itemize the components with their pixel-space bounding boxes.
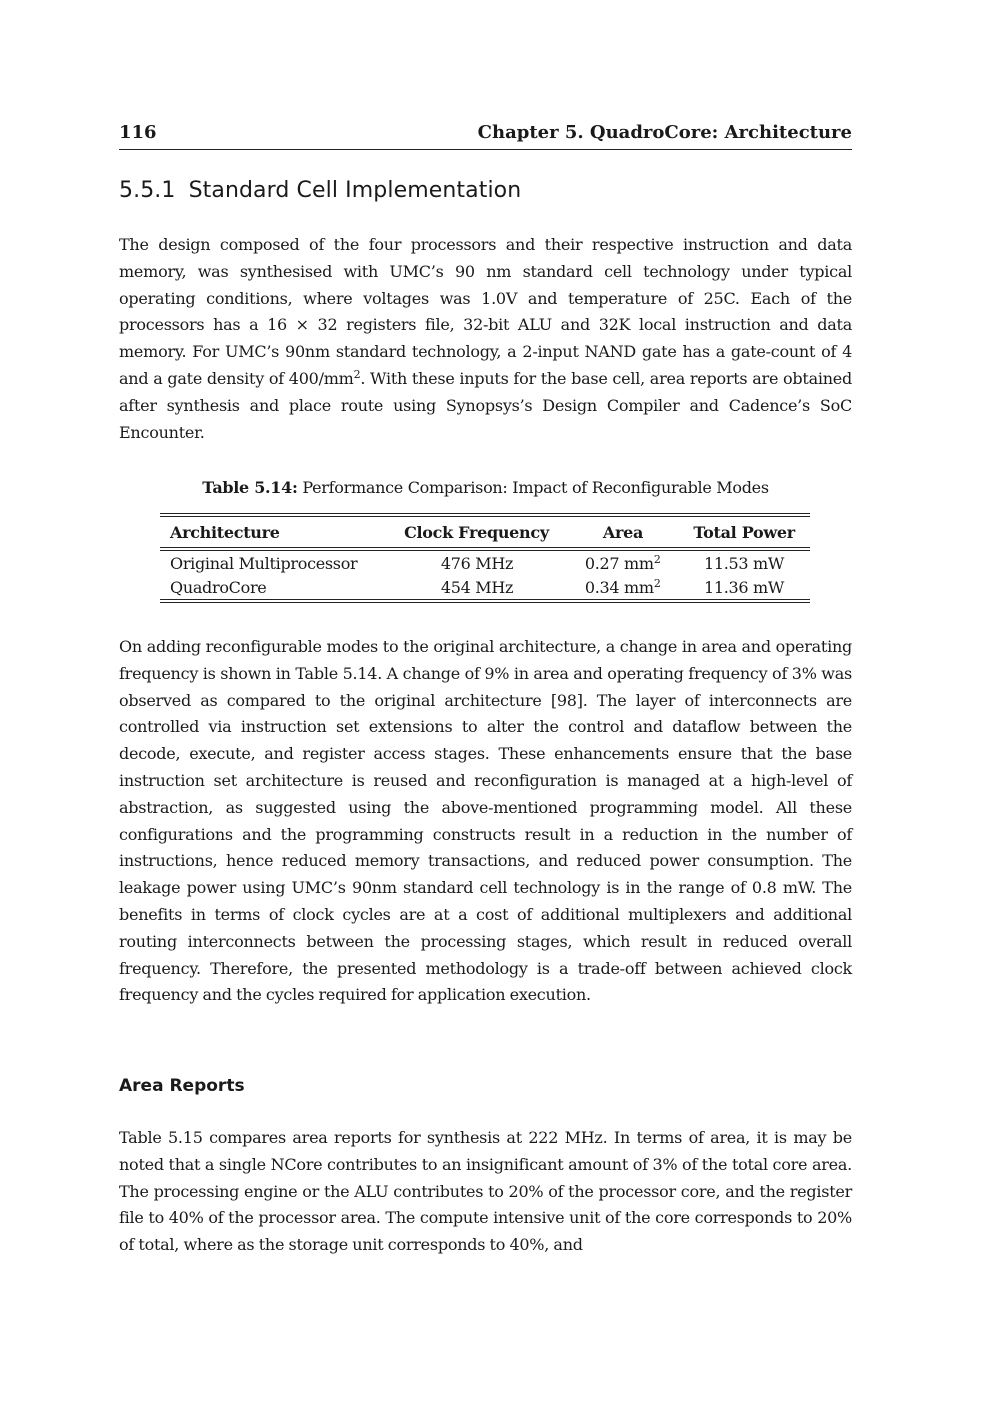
cell-architecture: QuadroCore (170, 577, 267, 597)
table-row (160, 551, 810, 575)
paragraph-intro-text-b: . With these inputs for the base cell, area reports are obtained after synthesis and place route using Synopsys’s Design Compiler and Cadence’s SoC Encounter. (119, 368, 853, 442)
header-architecture: Architecture (170, 522, 280, 542)
paragraph-intro-text-a: The design composed of the four processors and their respective instruction and data memory, was synthesised with UMC’s 90 nm standard cell technology under typical operating conditions, where voltages was 1.0V and temperature of 25C. Each of the processors has a 16 × 32 registers file, 32-bit ALU and 32K local instruction and data memory. For UMC’s 90nm standard technology, a 2-input NAND gate has a gate-count of 4 and a gate density of 400/mm (119, 235, 852, 388)
table-row (160, 575, 810, 599)
table-bottom-rule (160, 599, 810, 603)
header-total-power: Total Power (693, 522, 795, 542)
paragraph-intro (119, 232, 852, 446)
section-heading (119, 178, 521, 203)
table-label: Table 5.14: (202, 478, 298, 497)
table-header-row (160, 517, 810, 547)
superscript: 2 (353, 367, 361, 381)
table-caption (119, 478, 852, 497)
header-clock-frequency: Clock Frequency (404, 522, 549, 542)
paragraph-area-reports: Table 5.15 compares area reports for synthesis at 222 MHz. In terms of area, it is may be noted that a single NCore contributes to an insignificant amount of 3% of the total core area. The processing engine or the ALU contributes to 20% of the processor core, and the register file to 40% of the processor area. The compute intensive unit of the core corresponds to 20% of total, where as the storage unit corresponds to 40%, and (119, 1128, 852, 1255)
cell-architecture: Original Multiprocessor (170, 553, 358, 573)
page-number: 116 (119, 122, 157, 143)
cell-clock: 454 MHz (440, 577, 514, 597)
performance-table-body (160, 551, 810, 599)
cell-area-value: 0.34 mm (584, 577, 654, 597)
paragraph-discussion: On adding reconfigurable modes to the original architecture, a change in area and operating frequency is shown in Table 5.14. A change of 9% in area and operating frequency of 3% was observed as compared to the original architecture [98]. The layer of interconnects are controlled via instruction set extensions to alter the control and dataflow between the decode, execute, and register access stages. These enhancements ensure that the base instruction set architecture is reused and reconfiguration is managed at a high-level of abstraction, as suggested using the above-mentioned programming model. All these configurations and the programming constructs result in a reduction in the number of instructions, hence reduced memory transactions, and reduced power consumption. The leakage power using UMC’s 90nm standard cell technology is in the range of 0.8 mW. The benefits in terms of clock cycles are at a cost of additional multiplexers and additional routing interconnects between the processing stages, which result in reduced overall frequency. Therefore, the presented methodology is a trade-off between achieved clock frequency and the cycles required for application execution. (119, 637, 852, 1005)
cell-area (567, 551, 678, 575)
cell-power: 11.36 mW (703, 577, 785, 597)
table-container (160, 513, 810, 603)
cell-clock: 476 MHz (440, 553, 514, 573)
section-number: 5.5.1 (119, 178, 176, 203)
table-caption-text: Performance Comparison: Impact of Reconfigurable Modes (302, 478, 769, 497)
cell-power: 11.53 mW (703, 553, 785, 573)
chapter-title: Chapter 5. QuadroCore: Architecture (477, 122, 852, 143)
cell-area-value: 0.27 mm (584, 553, 654, 573)
header-area: Area (602, 522, 644, 542)
cell-area (567, 575, 678, 599)
running-header (119, 122, 852, 150)
subsection-heading: Area Reports (119, 1076, 245, 1096)
performance-table (160, 517, 810, 547)
section-title: Standard Cell Implementation (188, 178, 522, 203)
superscript: 2 (653, 552, 661, 566)
superscript: 2 (653, 576, 661, 590)
